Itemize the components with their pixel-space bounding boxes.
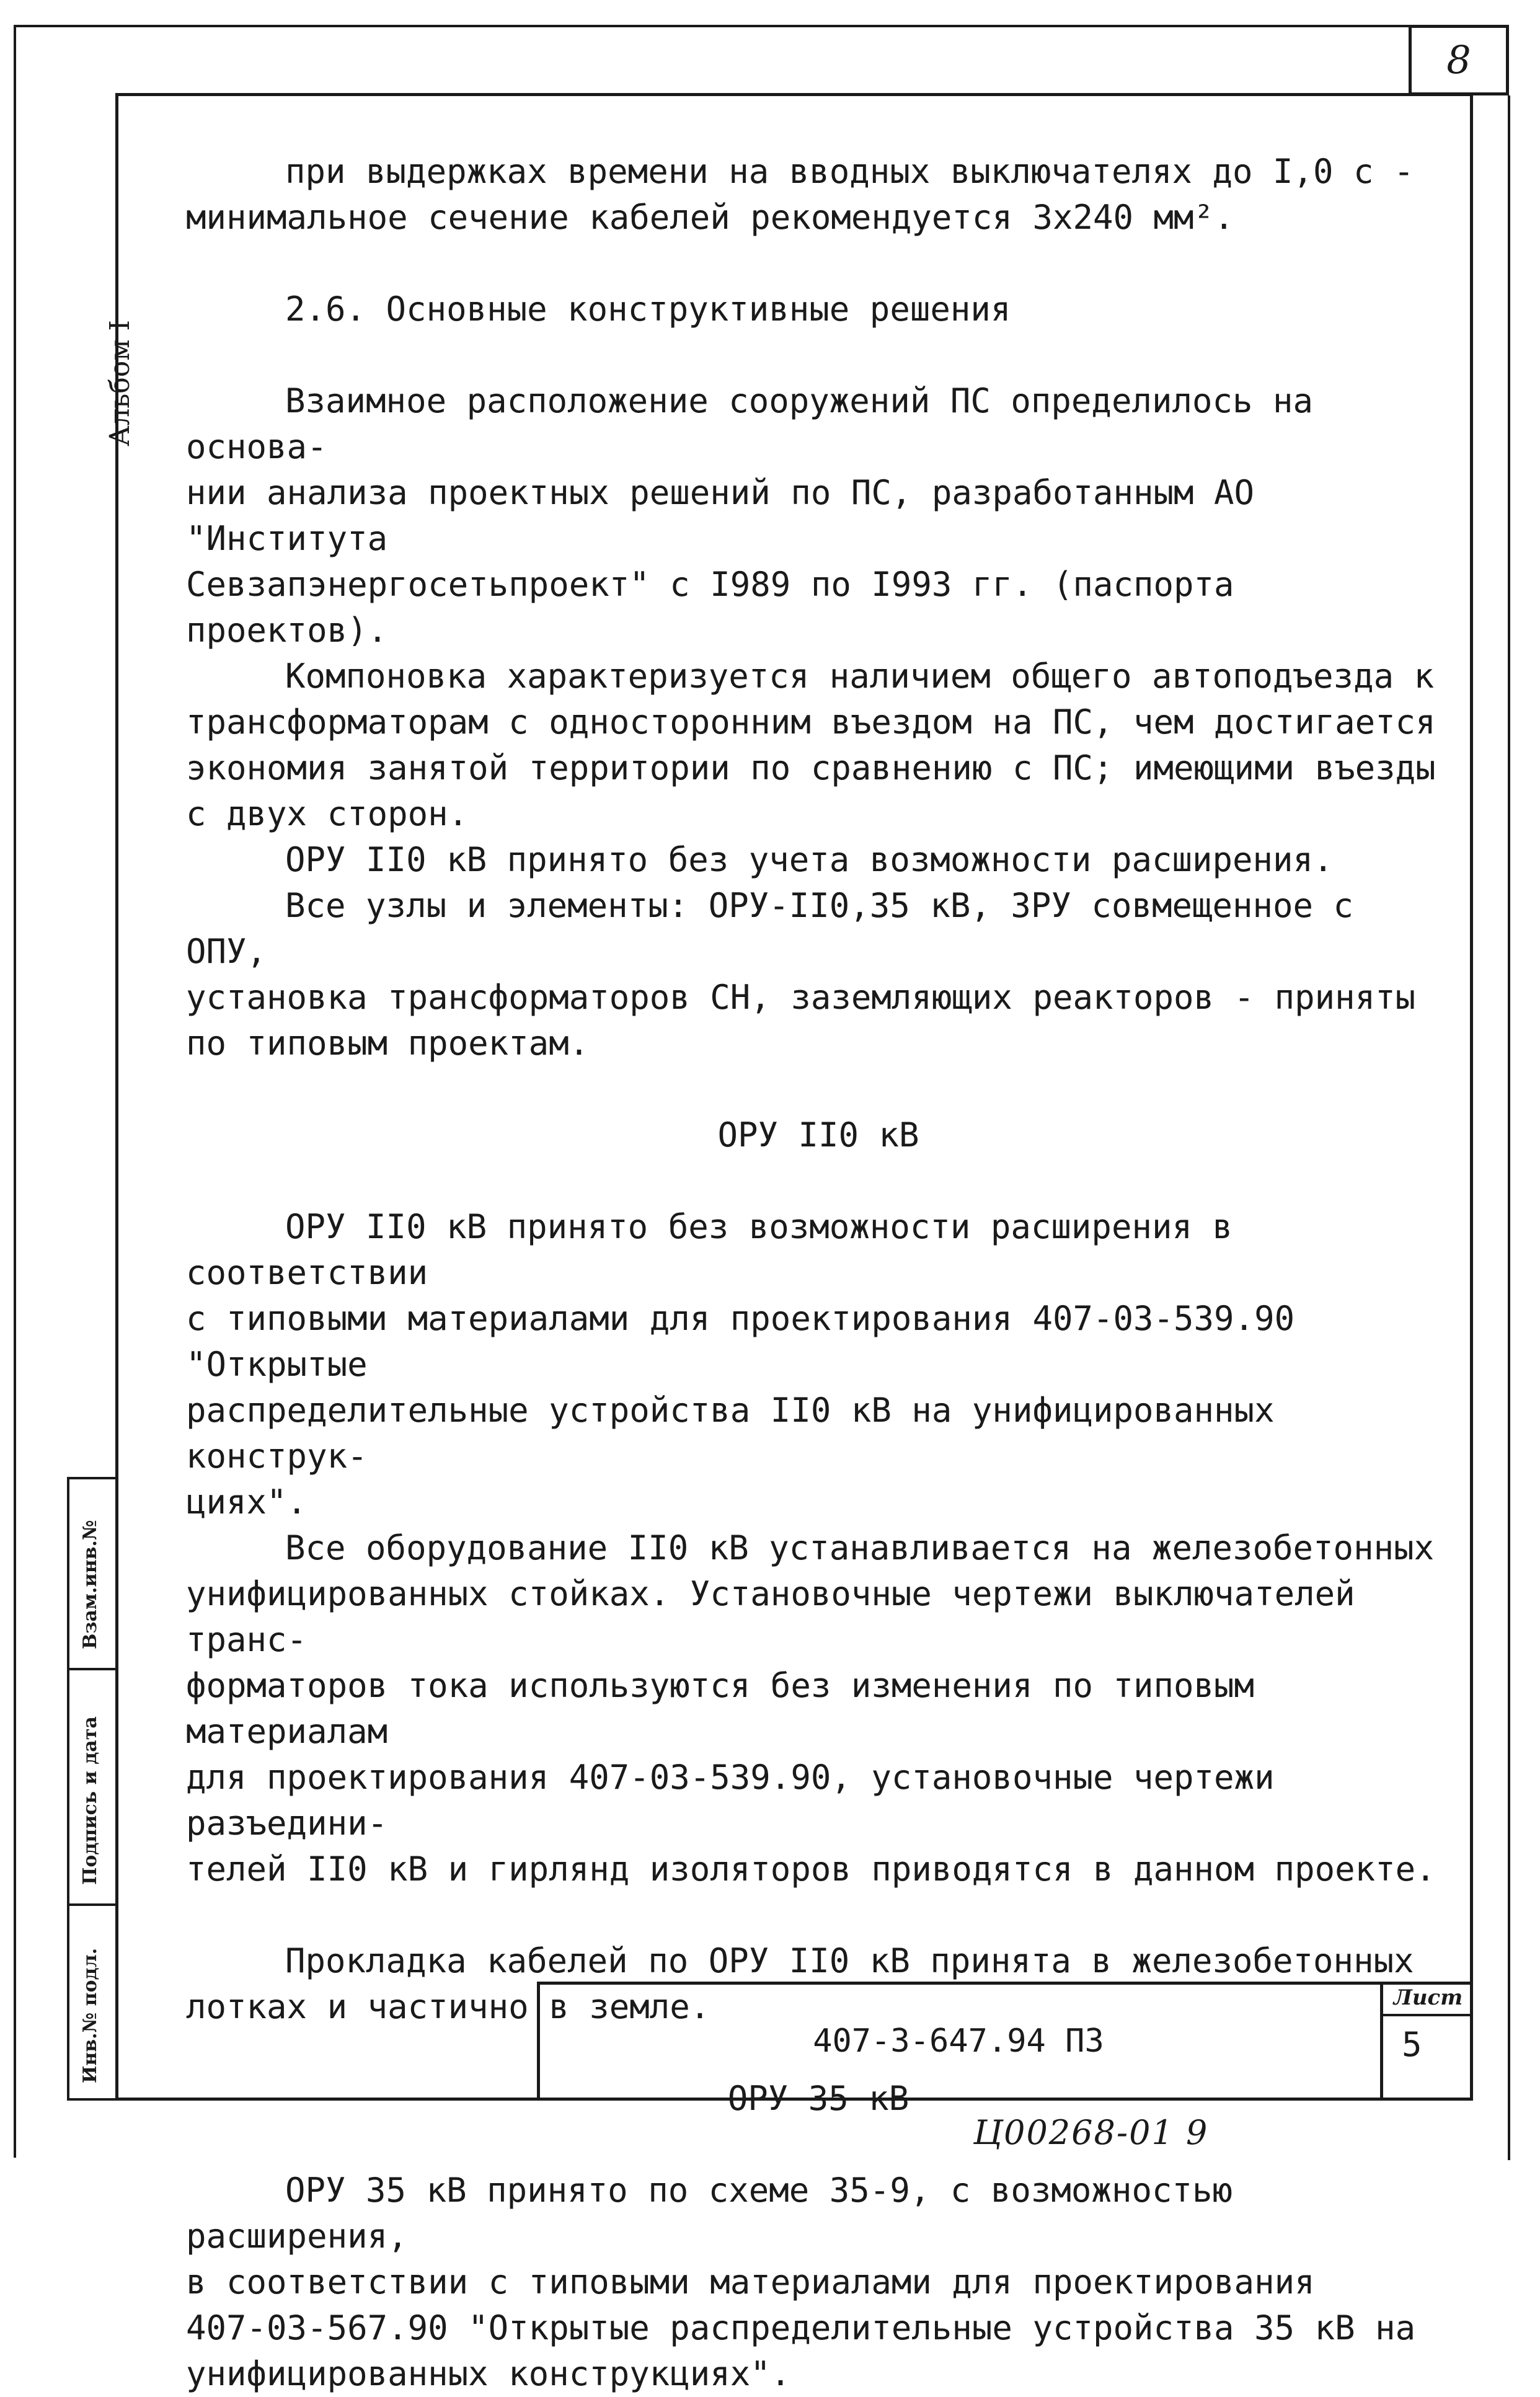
paragraph-gap <box>186 1066 1451 1112</box>
album-label: Альбом I <box>104 320 136 446</box>
text-line: минимальное сечение кабелей рекомендуется 3х240 мм². <box>186 198 1234 237</box>
text-line: ОРУ 35 кВ принято по схеме 35-9, с возможностью расширения, <box>186 2171 1253 2256</box>
text-line: лотках и частично в земле. <box>186 1987 710 2026</box>
section-heading: ОРУ 35 кВ <box>727 2079 909 2118</box>
text-line: телей II0 кВ и гирлянд изоляторов приводятся в данном проекте. <box>186 1850 1436 1889</box>
text-line: по типовым проектам. <box>186 1024 590 1063</box>
right-border-line <box>1508 95 1510 2160</box>
text-line: Прокладка кабелей по ОРУ II0 кВ принята в железобетонных <box>285 1941 1414 1980</box>
text-line: циях". <box>186 1482 308 1522</box>
sheet-number: 5 <box>1402 2025 1422 2064</box>
paragraph-gap <box>186 1892 1451 1938</box>
text-line: распределительные устройства II0 кВ на унифицированных конструк- <box>186 1391 1295 1476</box>
text-line: ОРУ II0 кВ принято без возможности расширения в соответствии <box>186 1207 1253 1292</box>
text-line: 2.6. Основные конструктивные решения <box>285 290 1011 329</box>
text-line: с двух сторон. <box>186 794 469 833</box>
text-line: форматоров тока используются без изменения по типовым материалам <box>186 1666 1275 1751</box>
top-border-line <box>14 25 1509 27</box>
text-line: Взаимное расположение сооружений ПС определилось на основа- <box>186 381 1334 466</box>
text-line: Все узлы и элементы: ОРУ-II0,35 кВ, ЗРУ совмещенное с ОПУ, <box>186 886 1374 971</box>
text-line: унифицированных стойках. Установочные чертежи выключателей транс- <box>186 1574 1376 1659</box>
section-heading: ОРУ II0 кВ <box>717 1115 919 1154</box>
text-line: трансформаторам с односторонним въездом на ПС, чем достигается <box>186 702 1436 742</box>
left-border-line <box>14 25 16 2158</box>
text-line: экономия занятой территории по сравнению с ПС; имеющими въезды <box>186 748 1436 787</box>
text-line: Все оборудование II0 кВ устанавливается на железобетонных <box>285 1528 1435 1567</box>
stamp-label-original-inv: Инв.№ подл. <box>79 1947 101 2083</box>
text-line: 407-03-567.90 "Открытые распределительные устройства 35 кВ на <box>186 2308 1416 2347</box>
text-line: для проектирования 407-03-539.90, установочные чертежи разъедини- <box>186 1758 1295 1843</box>
text-line: при выдержках времени на вводных выключателях до I,0 с - <box>285 152 1414 191</box>
handwritten-note: Ц00268-01 9 <box>973 2113 1209 2152</box>
stamp-cell-divider <box>67 1668 115 1670</box>
document-code: 407-3-647.94 ПЗ <box>813 2023 1104 2060</box>
paragraph-gap <box>186 2122 1451 2168</box>
text-line: в соответствии с типовыми материалами для проектирования <box>186 2262 1315 2302</box>
text-line: Севзапэнергосетьпроект" с I989 по I993 гг. (паспорта проектов). <box>186 565 1255 650</box>
text-line: ОРУ II0 кВ принято без учета возможности расширения. <box>285 840 1334 879</box>
text-line: с типовыми материалами для проектирования 407-03-539.90 "Открытые <box>186 1299 1315 1384</box>
paragraph-gap <box>186 1158 1451 1204</box>
stamp-label-replace-inv: Взам.инв.№ <box>79 1520 101 1649</box>
paragraph-gap <box>186 332 1451 378</box>
stamp-label-signature-date: Подпись и дата <box>79 1716 101 1885</box>
sheet-label: Лист <box>1383 1982 1473 2016</box>
paragraph-gap <box>186 241 1451 286</box>
text-line: установка трансформаторов СН, заземляющих реакторов - приняты <box>186 978 1416 1017</box>
sheet-box <box>1380 1982 1473 2101</box>
sheet-corner-number: 8 <box>1409 25 1509 95</box>
text-line: Компоновка характеризуется наличием общего автоподъезда к <box>285 657 1435 696</box>
text-line: нии анализа проектных решений по ПС, разработанным АО "Института <box>186 473 1275 558</box>
stamp-cell-divider <box>67 1903 115 1906</box>
text-line: унифицированных конструкциях". <box>186 2354 791 2393</box>
